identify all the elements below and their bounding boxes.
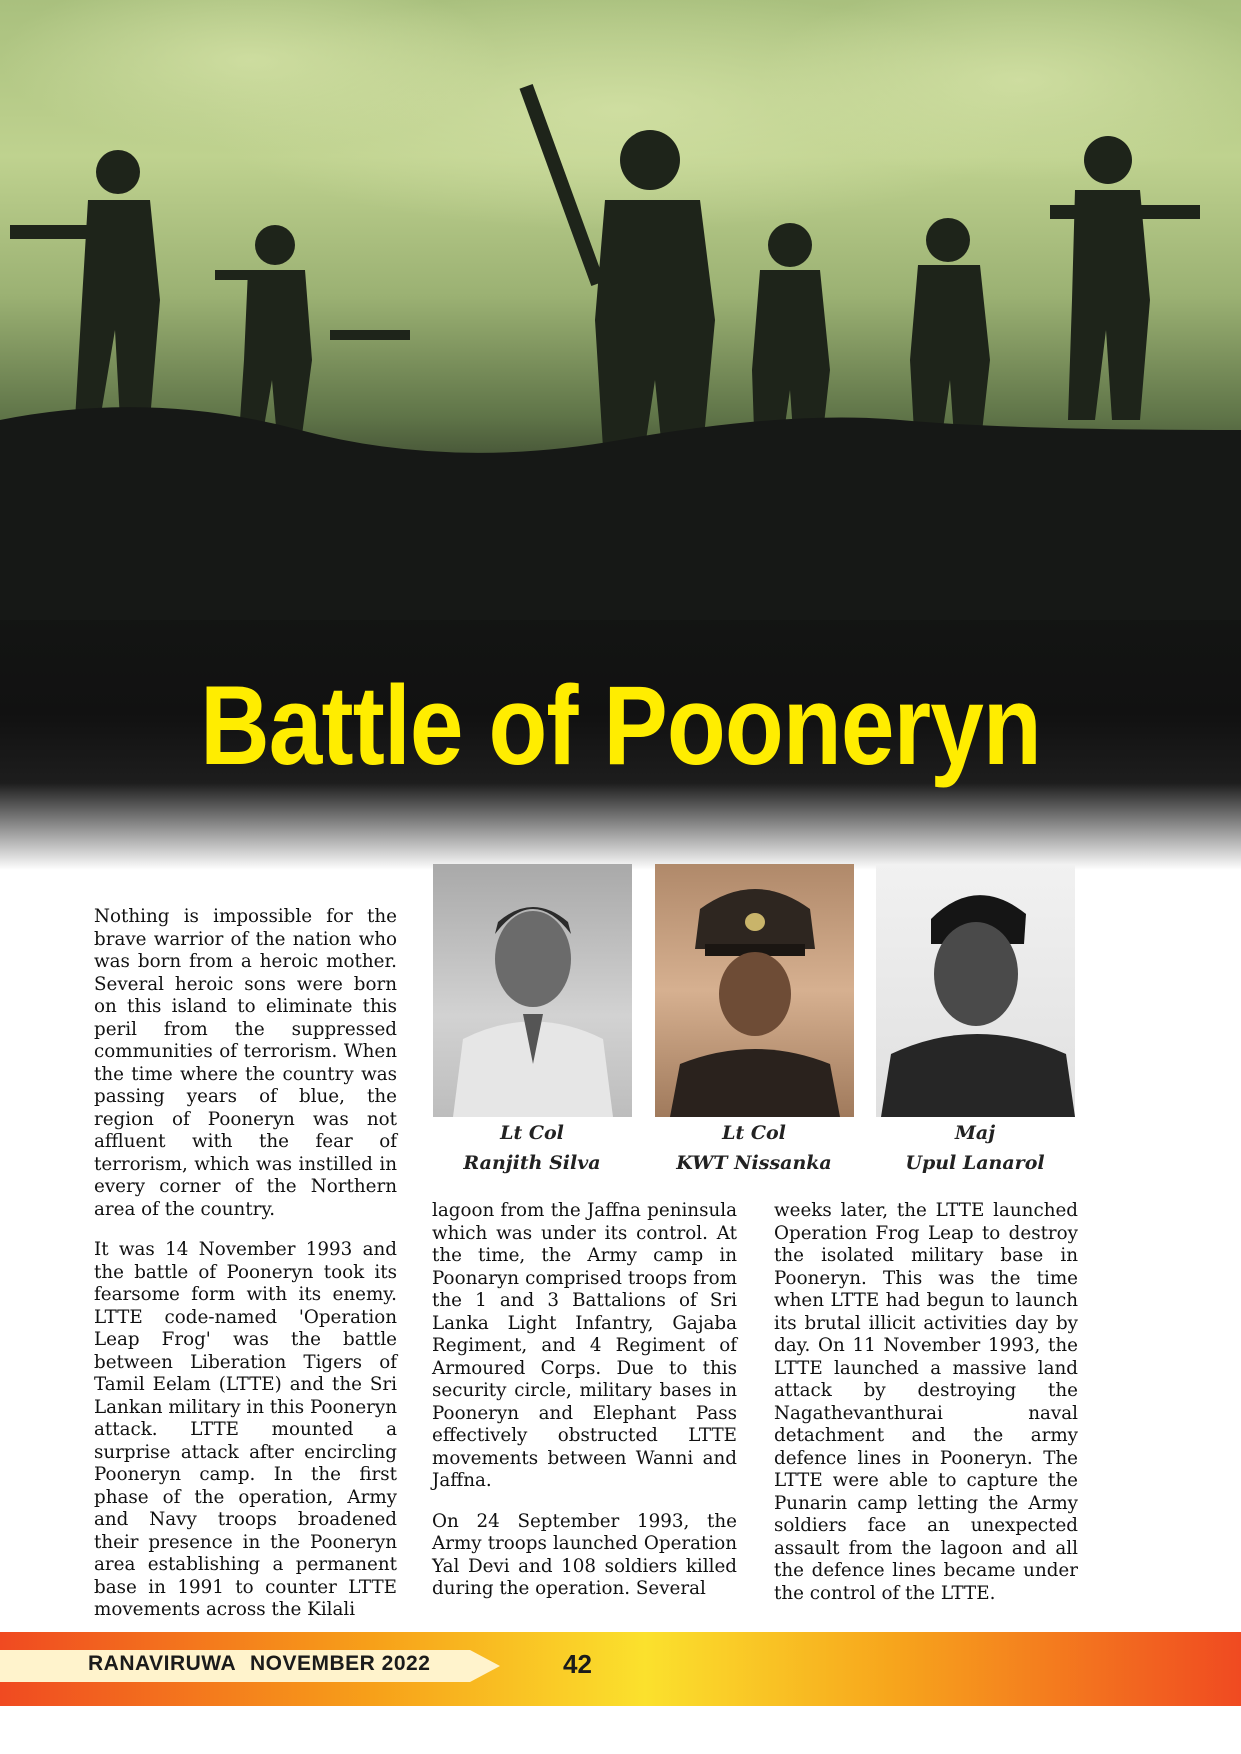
article-paragraph: weeks later, the LTTE launched Operation Frog Leap to destroy the isolated military base in Pooneryn. This was the time when LTTE had begun to launch its brutal illicit activities day by day. On 11 November 1993, the LTTE launched a massive land attack by destroying the Nagathevanthurai naval detachment and the army defence lines in Pooneryn. The LTTE were able to capture the Punarin camp letting the Army soldiers face an unexpected assault from the lagoon and all the defence lines became under the control of the LTTE.	[774, 1200, 1078, 1604]
officer-name: KWT Nissanka	[676, 1152, 832, 1174]
hero-banner	[0, 0, 1241, 870]
officer-rank: Lt Col	[500, 1122, 564, 1144]
officer-name: Ranjith Silva	[463, 1152, 601, 1174]
article-column-2	[432, 1200, 737, 1619]
officer-rank: Maj	[954, 1122, 996, 1144]
article-column-1	[94, 906, 397, 1640]
officer-name: Upul Lanarol	[905, 1152, 1045, 1174]
article-paragraph: lagoon from the Jaffna peninsula which was under its control. At the time, the Army camp in Poonaryn comprised troops from the 1 and 3 Battalions of Sri Lanka Light Infantry, Gajaba Regiment, and 4 Regiment of Armoured Corps. Due to this security circle, military bases in Pooneryn and Elephant Pass effectively obstructed LTTE movements between Wanni and Jaffna.	[432, 1200, 737, 1491]
article-paragraph: On 24 September 1993, the Army troops launched Operation Yal Devi and 108 soldiers killed during the operation. Several	[432, 1510, 737, 1599]
issue-date: NOVEMBER 2022	[250, 1652, 431, 1675]
portrait-caption-2	[644, 1118, 864, 1178]
portrait-photo-1	[433, 864, 632, 1117]
page-number: 42	[563, 1649, 592, 1679]
magazine-name: RANAVIRUWA	[88, 1652, 237, 1675]
portrait-caption-3	[865, 1118, 1085, 1178]
article-column-3	[774, 1200, 1078, 1623]
article-paragraph: It was 14 November 1993 and the battle of Pooneryn took its fearsome form with its enemy. LTTE code-named 'Operation Leap Frog' was the battle between Liberation Tigers of Tamil Eelam (LTTE) and the Sri Lankan military in this Pooneryn attack. LTTE mounted a surprise attack after encircling Pooneryn camp. In the first phase of the operation, Army and Navy troops broadened their presence in the Pooneryn area establishing a permanent base in 1991 to counter LTTE movements across the Kilali	[94, 1239, 397, 1620]
portrait-caption-1	[422, 1118, 642, 1178]
article-paragraph: Nothing is impossible for the brave warrior of the nation who was born from a heroic mother. Several heroic sons were born on this island to eliminate this peril from the suppressed communities of terrorism. When the time where the country was passing years of blue, the region of Pooneryn was not affluent with the fear of terrorism, which was instilled in every corner of the Northern area of the country.	[94, 906, 397, 1220]
page-title: Battle of Pooneryn	[200, 663, 1041, 788]
officer-rank: Lt Col	[722, 1122, 786, 1144]
portrait-photo-2	[655, 864, 854, 1117]
portrait-photo-3	[876, 864, 1075, 1117]
